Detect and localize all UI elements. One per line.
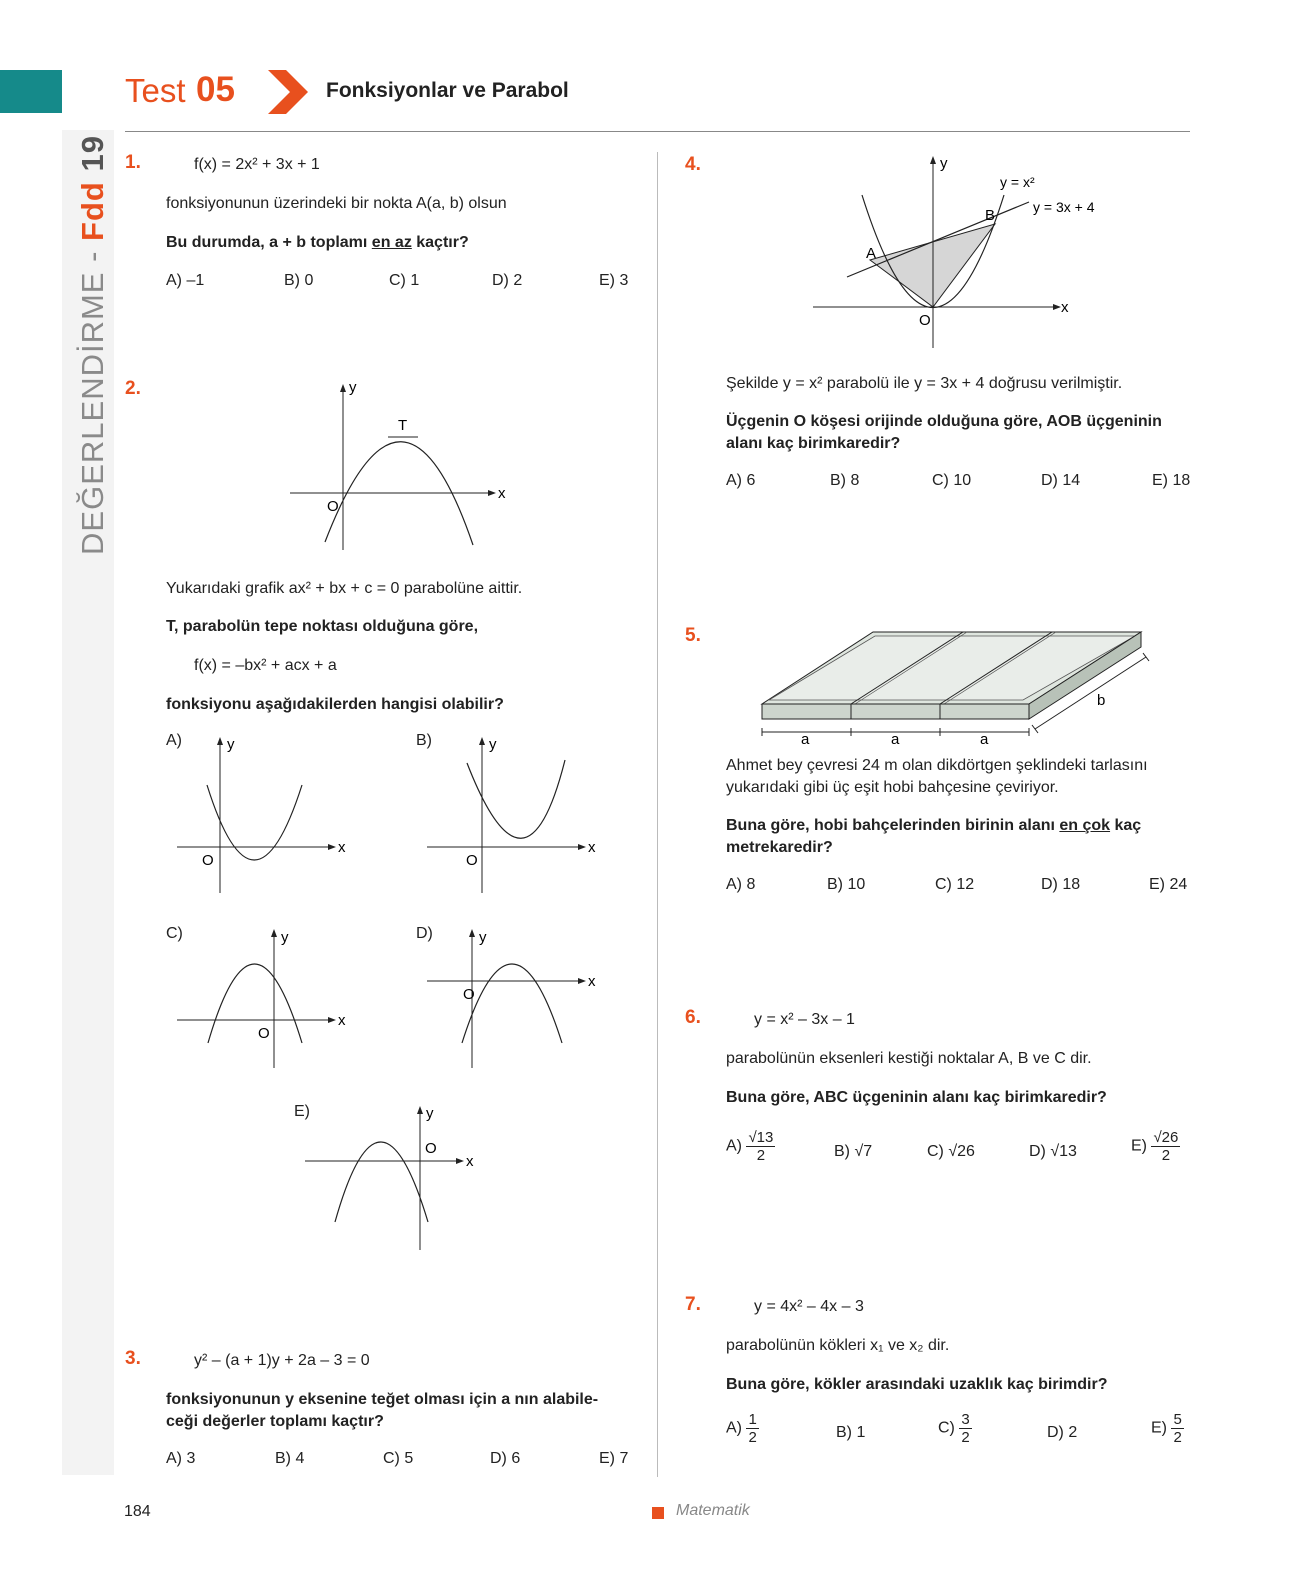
question-6-option-c[interactable]: C) √26 — [927, 1143, 975, 1160]
question-6-number: 6. — [685, 1007, 701, 1028]
question-3-prompt-1: fonksiyonunun y eksenine teğet olması için a nın alabile- — [166, 1391, 599, 1408]
question-7-option-a-denominator: 2 — [748, 1429, 757, 1446]
question-7-text: parabolünün kökleri x₁ ve x₂ dir. — [726, 1337, 950, 1354]
question-4-graph-parabola-label: y = x² — [1000, 174, 1035, 190]
question-2-option-c-label[interactable]: C) — [166, 925, 183, 942]
question-2-number: 2. — [125, 378, 141, 399]
test-label: Test — [125, 72, 186, 109]
sidebar-label — [75, 135, 111, 555]
question-2-option-a-label[interactable]: A) — [166, 732, 182, 749]
sidebar-fdd: Fdd — [75, 181, 110, 241]
question-6-option-a-numerator: √13 — [748, 1129, 774, 1146]
question-1-option-b[interactable]: B) 0 — [284, 272, 314, 289]
question-2-graph-x-label: x — [498, 485, 506, 502]
question-6-option-a-fraction — [746, 1129, 775, 1164]
question-2-option-e-x: x — [466, 1153, 474, 1170]
question-1-option-a[interactable]: A) –1 — [166, 272, 205, 289]
question-2-option-c-y: y — [281, 929, 289, 946]
question-5-option-c[interactable]: C) 12 — [935, 876, 975, 893]
question-1-prompt — [166, 232, 469, 254]
question-2-option-d-origin: O — [463, 986, 475, 1003]
question-6-option-a[interactable] — [726, 1129, 775, 1164]
question-2-option-a-x: x — [338, 839, 346, 856]
question-6-option-e-numerator: √26 — [1153, 1129, 1179, 1146]
question-5-figure-a2: a — [891, 731, 900, 748]
question-5-prompt-pre: Buna göre, hobi bahçelerinden birinin alanı — [726, 817, 1060, 834]
question-7-option-c-label: C) — [938, 1419, 955, 1437]
question-5-figure-a1: a — [801, 731, 810, 748]
question-2-graph-top: T — [398, 417, 408, 434]
test-number: 05 — [196, 70, 235, 109]
question-7-option-b[interactable]: B) 1 — [836, 1424, 866, 1441]
question-5-prompt-1 — [726, 815, 1141, 837]
question-1-prompt-post: kaçtır? — [411, 234, 469, 251]
question-3-prompt-2: ceği değerler toplamı kaçtır? — [166, 1413, 384, 1430]
question-1-option-d[interactable]: D) 2 — [492, 272, 523, 289]
question-7-option-e-numerator: 5 — [1173, 1411, 1182, 1428]
question-2-option-c-graph[interactable] — [172, 925, 357, 1075]
question-2-graph — [285, 380, 515, 555]
question-7-prompt: Buna göre, kökler arasındaki uzaklık kaç birimdir? — [726, 1376, 1108, 1393]
question-4-graph-y: y — [940, 155, 948, 172]
chapter-title: Fonksiyonlar ve Parabol — [326, 79, 569, 102]
question-6-option-a-label: A) — [726, 1137, 742, 1155]
question-2-option-d-label[interactable]: D) — [416, 925, 433, 942]
question-7-option-d[interactable]: D) 2 — [1047, 1424, 1078, 1441]
question-2-option-d-graph[interactable] — [422, 925, 607, 1075]
question-6-option-e-denominator: 2 — [1161, 1147, 1171, 1164]
question-7-option-c-denominator: 2 — [961, 1429, 970, 1446]
question-1-formula: f(x) = 2x² + 3x + 1 — [194, 156, 320, 173]
question-4-graph-x: x — [1061, 299, 1069, 316]
question-3-option-a[interactable]: A) 3 — [166, 1450, 196, 1467]
question-3-option-d[interactable]: D) 6 — [490, 1450, 521, 1467]
question-5-number: 5. — [685, 625, 701, 646]
question-5-option-a[interactable]: A) 8 — [726, 876, 756, 893]
question-2-option-e-y: y — [426, 1105, 434, 1122]
question-4-option-d[interactable]: D) 14 — [1041, 472, 1081, 489]
question-4-graph-a: A — [866, 245, 877, 262]
question-7-option-a-numerator: 1 — [748, 1411, 757, 1428]
question-1-prompt-under: en az — [371, 234, 412, 251]
question-7-option-e-fraction — [1171, 1411, 1183, 1446]
sidebar-number: 19 — [75, 135, 110, 172]
question-1-prompt-pre: Bu durumda, a + b toplamı — [166, 234, 372, 251]
question-6-option-e-label: E) — [1131, 1137, 1147, 1155]
question-2-option-a-y: y — [227, 736, 235, 753]
question-7-option-e[interactable] — [1151, 1411, 1184, 1446]
question-2-text: Yukarıdaki grafik ax² + bx + c = 0 parabolüne aittir. — [166, 580, 523, 597]
question-2-prompt-1: T, parabolün tepe noktası olduğuna göre, — [166, 618, 479, 635]
question-6-option-a-denominator: 2 — [756, 1147, 766, 1164]
question-5-prompt-post: kaç — [1110, 817, 1142, 834]
question-7-option-a[interactable] — [726, 1411, 759, 1446]
question-4-number: 4. — [685, 154, 701, 175]
question-6-text: parabolünün eksenleri kestiği noktalar A, B ve C dir. — [726, 1050, 1092, 1067]
question-5-option-b[interactable]: B) 10 — [827, 876, 866, 893]
question-2-option-c-x: x — [338, 1012, 346, 1029]
teal-tab — [0, 70, 62, 113]
question-4-graph — [810, 150, 1120, 350]
question-2-option-b-origin: O — [466, 852, 478, 869]
question-3-option-e[interactable]: E) 7 — [599, 1450, 629, 1467]
question-3-option-c[interactable]: C) 5 — [383, 1450, 414, 1467]
question-7-option-e-denominator: 2 — [1173, 1429, 1182, 1446]
question-4-option-b[interactable]: B) 8 — [830, 472, 860, 489]
footer-subject: Matematik — [676, 1502, 750, 1519]
question-1-number: 1. — [125, 152, 141, 173]
question-5-option-e[interactable]: E) 24 — [1149, 876, 1188, 893]
question-7-option-a-label: A) — [726, 1419, 742, 1437]
question-2-option-a-graph[interactable] — [172, 735, 357, 895]
question-7-option-e-label: E) — [1151, 1419, 1167, 1437]
page-number: 184 — [124, 1503, 151, 1520]
question-5-text-2: yukarıdaki gibi üç eşit hobi bahçesine çeviriyor. — [726, 779, 1059, 796]
question-2-option-c-origin: O — [258, 1025, 270, 1042]
sidebar-text: DEĞERLENDİRME - — [75, 250, 110, 555]
question-4-option-a[interactable]: A) 6 — [726, 472, 756, 489]
footer-square-icon — [652, 1507, 664, 1519]
question-4-graph-b: B — [985, 207, 996, 224]
question-2-option-a-origin: O — [202, 852, 214, 869]
question-1-text: fonksiyonunun üzerindeki bir nokta A(a, b) olsun — [166, 195, 507, 212]
question-4-prompt-1: Üçgenin O köşesi orijinde olduğuna göre, AOB üçgeninin — [726, 413, 1162, 430]
question-6-formula: y = x² – 3x – 1 — [754, 1011, 855, 1028]
question-2-option-e-label[interactable]: E) — [294, 1103, 310, 1120]
question-2-option-b-graph[interactable] — [422, 735, 607, 895]
question-4-option-e[interactable]: E) 18 — [1152, 472, 1191, 489]
column-divider — [657, 152, 658, 1477]
question-5-text-1: Ahmet bey çevresi 24 m olan dikdörtgen şeklindeki tarlasını — [726, 757, 1148, 774]
question-2-option-b-x: x — [588, 839, 596, 856]
question-3-formula: y² – (a + 1)y + 2a – 3 = 0 — [194, 1352, 370, 1369]
question-3-number: 3. — [125, 1348, 141, 1369]
question-4-graph-origin: O — [919, 312, 931, 329]
header-divider — [125, 131, 1190, 132]
question-6-option-b[interactable]: B) √7 — [834, 1143, 873, 1160]
question-5-prompt-under: en çok — [1059, 817, 1111, 834]
question-2-graph-y-label: y — [349, 380, 357, 396]
question-1-option-e[interactable]: E) 3 — [599, 272, 629, 289]
question-6-prompt: Buna göre, ABC üçgeninin alanı kaç birimkaredir? — [726, 1089, 1107, 1106]
question-5-prompt-2: metrekaredir? — [726, 839, 833, 856]
question-7-option-c[interactable] — [938, 1411, 972, 1446]
question-2-option-d-y: y — [479, 929, 487, 946]
question-2-option-e-graph[interactable] — [300, 1102, 485, 1252]
question-2-option-b-label[interactable]: B) — [416, 732, 432, 749]
question-2-option-e-origin: O — [425, 1140, 437, 1157]
question-2-option-b-y: y — [489, 736, 497, 753]
question-2-graph-origin: O — [327, 498, 339, 515]
question-4-prompt-2: alanı kaç birimkaredir? — [726, 435, 901, 452]
question-2-formula: f(x) = –bx² + acx + a — [194, 657, 337, 674]
question-2-option-d-x: x — [588, 973, 596, 990]
question-6-option-d[interactable]: D) √13 — [1029, 1143, 1077, 1160]
question-7-formula: y = 4x² – 4x – 3 — [754, 1298, 864, 1315]
question-2-prompt-2: fonksiyonu aşağıdakilerden hangisi olabilir? — [166, 696, 504, 713]
question-4-graph-line-label: y = 3x + 4 — [1033, 199, 1095, 215]
question-7-option-c-fraction — [959, 1411, 971, 1446]
question-5-figure — [755, 625, 1155, 750]
question-5-figure-b: b — [1097, 692, 1106, 709]
question-6-option-e[interactable] — [1131, 1129, 1180, 1164]
question-1-option-c[interactable]: C) 1 — [389, 272, 420, 289]
question-4-text: Şekilde y = x² parabolü ile y = 3x + 4 doğrusu verilmiştir. — [726, 375, 1123, 392]
question-3-option-b[interactable]: B) 4 — [275, 1450, 305, 1467]
question-7-option-c-numerator: 3 — [961, 1411, 970, 1428]
question-7-number: 7. — [685, 1294, 701, 1315]
question-7-option-a-fraction — [746, 1411, 758, 1446]
question-6-option-e-fraction — [1151, 1129, 1180, 1164]
question-5-figure-a3: a — [980, 731, 989, 748]
question-5-option-d[interactable]: D) 18 — [1041, 876, 1081, 893]
chevron-right-icon — [268, 70, 308, 114]
question-4-option-c[interactable]: C) 10 — [932, 472, 972, 489]
